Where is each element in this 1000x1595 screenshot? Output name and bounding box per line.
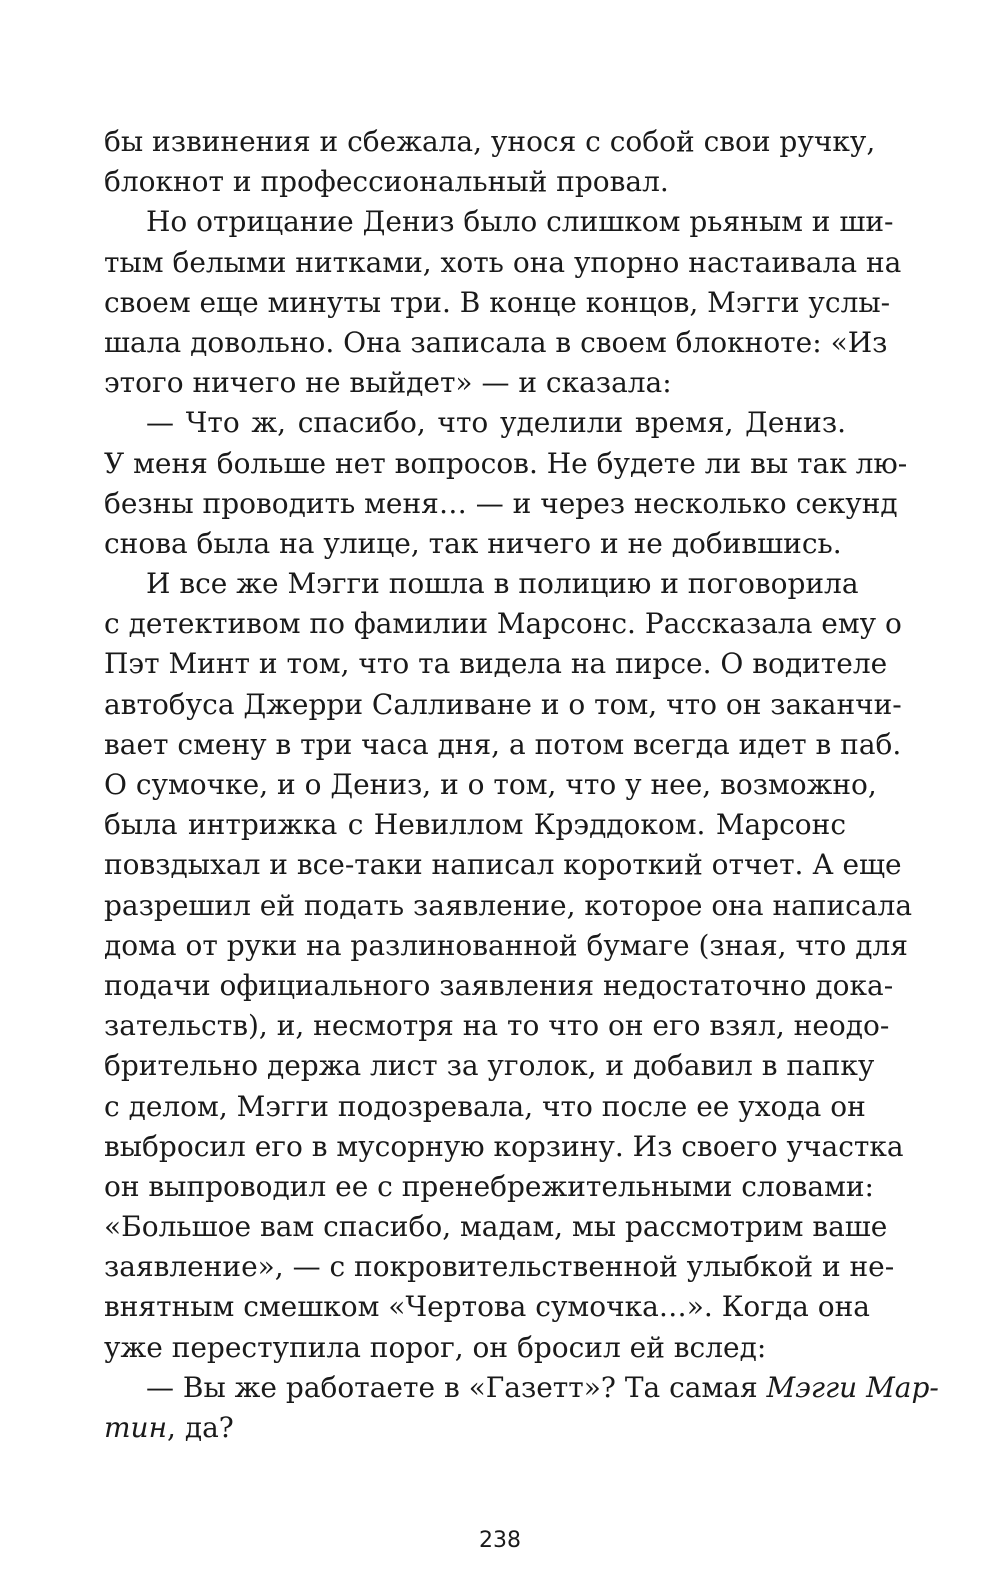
- text-line: уже переступила порог, он бросил ей вслед:: [104, 1330, 767, 1364]
- dialogue-text: — Вы же работаете в «Газетт»? Та самая: [146, 1370, 767, 1404]
- text-line: бы извинения и сбежала, унося с собой свои ручку,: [104, 125, 876, 158]
- text-line: внятным смешком «Чертова сумочка…». Когда она: [104, 1290, 870, 1324]
- text-line: — Что ж, спасибо, что уделили время, Дениз.: [146, 406, 846, 440]
- text-line: Но отрицание Дениз было слишком рьяным и ши-: [146, 205, 894, 239]
- text-line: тым белыми нитками, хоть она упорно настаивала на: [104, 245, 902, 279]
- text-line: автобуса Джерри Салливане и о том, что он заканчи-: [104, 687, 902, 721]
- text-line: выбросил его в мусорную корзину. Из своего участка: [104, 1129, 904, 1163]
- text-line: «Большое вам спасибо, мадам, мы рассмотрим ваше: [104, 1210, 888, 1244]
- text-line: вает смену в три часа дня, а потом всегда идет в паб.: [104, 727, 902, 761]
- text-line: заявление», — с покровительственной улыбкой и не-: [104, 1250, 895, 1284]
- page-number: 238: [479, 1528, 521, 1553]
- body-text: [104, 122, 939, 1448]
- text-line: повздыхал и все-таки написал короткий отчет. А еще: [104, 848, 902, 882]
- dialogue-text: , да?: [167, 1411, 234, 1444]
- italic-name: тин: [104, 1411, 168, 1444]
- text-line: шала довольно. Она записала в своем блокноте: «Из: [104, 325, 888, 359]
- text-line: своем еще минуты три. В конце концов, Мэгги услы-: [104, 285, 891, 319]
- text-line: была интрижка с Невиллом Крэддоком. Марсонс: [104, 808, 846, 842]
- text-line: У меня больше нет вопросов. Не будете ли вы так лю-: [104, 446, 908, 480]
- text-line: дома от руки на разлинованной бумаге (зная, что для: [104, 928, 908, 962]
- text-line: зательств), и, несмотря на то что он его взял, неодо-: [104, 1009, 890, 1043]
- text-line: он выпроводил ее с пренебрежительными словами:: [104, 1169, 874, 1203]
- text-line: подачи официального заявления недостаточно дока-: [104, 968, 894, 1002]
- text-line: безны проводить меня… — и через несколько секунд: [104, 486, 898, 520]
- text-line: И все же Мэгги пошла в полицию и поговорила: [146, 567, 859, 601]
- text-line: этого ничего не выйдет» — и сказала:: [104, 366, 672, 400]
- text-line: Пэт Минт и том, что та видела на пирсе. О водителе: [104, 647, 888, 681]
- text-line: О сумочке, и о Дениз, и о том, что у нее, возможно,: [104, 768, 877, 801]
- text-line: брительно держа лист за уголок, и добавил в папку: [104, 1049, 875, 1083]
- italic-name: Мэгги Мар-: [766, 1370, 939, 1404]
- text-line: с детективом по фамилии Марсонс. Рассказала ему о: [104, 607, 902, 641]
- text-line: [104, 1408, 846, 1448]
- text-line: разрешил ей подать заявление, которое она написала: [104, 888, 913, 922]
- text-line: снова была на улице, так ничего и не добившись.: [104, 526, 842, 560]
- text-line: блокнот и профессиональный провал.: [104, 165, 669, 199]
- text-line: [104, 1368, 939, 1408]
- text-line: с делом, Мэгги подозревала, что после ее ухода он: [104, 1089, 866, 1123]
